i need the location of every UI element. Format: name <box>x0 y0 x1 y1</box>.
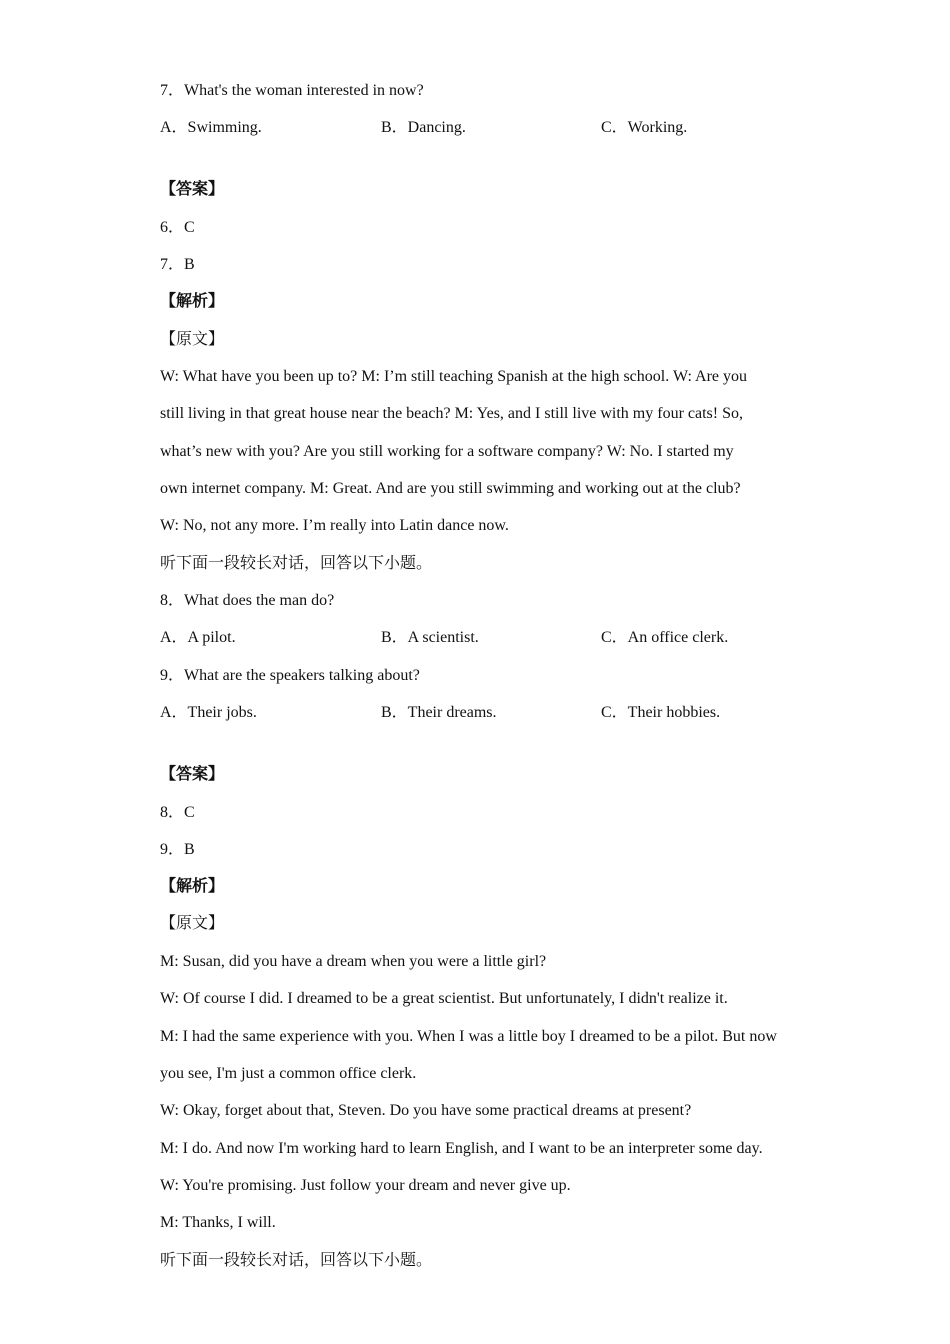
transcript-line: you see, I'm just a common office clerk. <box>160 1065 417 1082</box>
transcript-line: W: You're promising. Just follow your dream and never give up. <box>160 1177 571 1194</box>
transcript-line: still living in that great house near the beach? M: Yes, and I still live with my four cats! So, <box>160 405 744 422</box>
q8-option-a: A．A pilot. <box>160 629 236 646</box>
answer-item: 6．C <box>160 219 195 236</box>
question-7: 7．What's the woman interested in now? <box>160 82 424 99</box>
q8-option-c: C．An office clerk. <box>601 629 729 646</box>
original-text-label: 【原文】 <box>160 331 225 348</box>
answer-item: 9．B <box>160 841 195 858</box>
q7-option-a: A．Swimming. <box>160 119 262 136</box>
transcript-line: W: Okay, forget about that, Steven. Do you have some practical dreams at present? <box>160 1102 692 1119</box>
q9-option-b: B．Their dreams. <box>381 704 497 721</box>
answer-heading: 【答案】 <box>160 766 225 783</box>
transcript-line: what’s new with you? Are you still working for a software company? W: No. I started my <box>160 443 734 460</box>
q8-option-b: B．A scientist. <box>381 629 479 646</box>
question-8: 8．What does the man do? <box>160 592 335 609</box>
q7-option-b: B．Dancing. <box>381 119 466 136</box>
q9-option-a: A．Their jobs. <box>160 704 257 721</box>
transcript-line: M: I do. And now I'm working hard to learn English, and I want to be an interpreter some day. <box>160 1140 763 1157</box>
listening-instruction: 听下面一段较长对话，回答以下小题。 <box>160 555 433 572</box>
transcript-line: own internet company. M: Great. And are you still swimming and working out at the club? <box>160 480 741 497</box>
transcript-line: M: I had the same experience with you. When I was a little boy I dreamed to be a pilot. But now <box>160 1028 777 1045</box>
listening-instruction: 听下面一段较长对话，回答以下小题。 <box>160 1252 433 1269</box>
analysis-heading: 【解析】 <box>160 293 225 310</box>
transcript-line: W: No, not any more. I’m really into Latin dance now. <box>160 517 509 534</box>
transcript-line: W: What have you been up to? M: I’m still teaching Spanish at the high school. W: Are you <box>160 368 747 385</box>
question-9: 9．What are the speakers talking about? <box>160 667 420 684</box>
q7-option-c: C．Working. <box>601 119 688 136</box>
answer-heading: 【答案】 <box>160 181 225 198</box>
analysis-heading: 【解析】 <box>160 878 225 895</box>
q9-option-c: C．Their hobbies. <box>601 704 721 721</box>
answer-item: 7．B <box>160 256 195 273</box>
transcript-line: M: Susan, did you have a dream when you were a little girl? <box>160 953 547 970</box>
original-text-label: 【原文】 <box>160 915 225 932</box>
transcript-line: M: Thanks, I will. <box>160 1214 276 1231</box>
answer-item: 8．C <box>160 804 195 821</box>
transcript-line: W: Of course I did. I dreamed to be a great scientist. But unfortunately, I didn't realize it. <box>160 990 728 1007</box>
